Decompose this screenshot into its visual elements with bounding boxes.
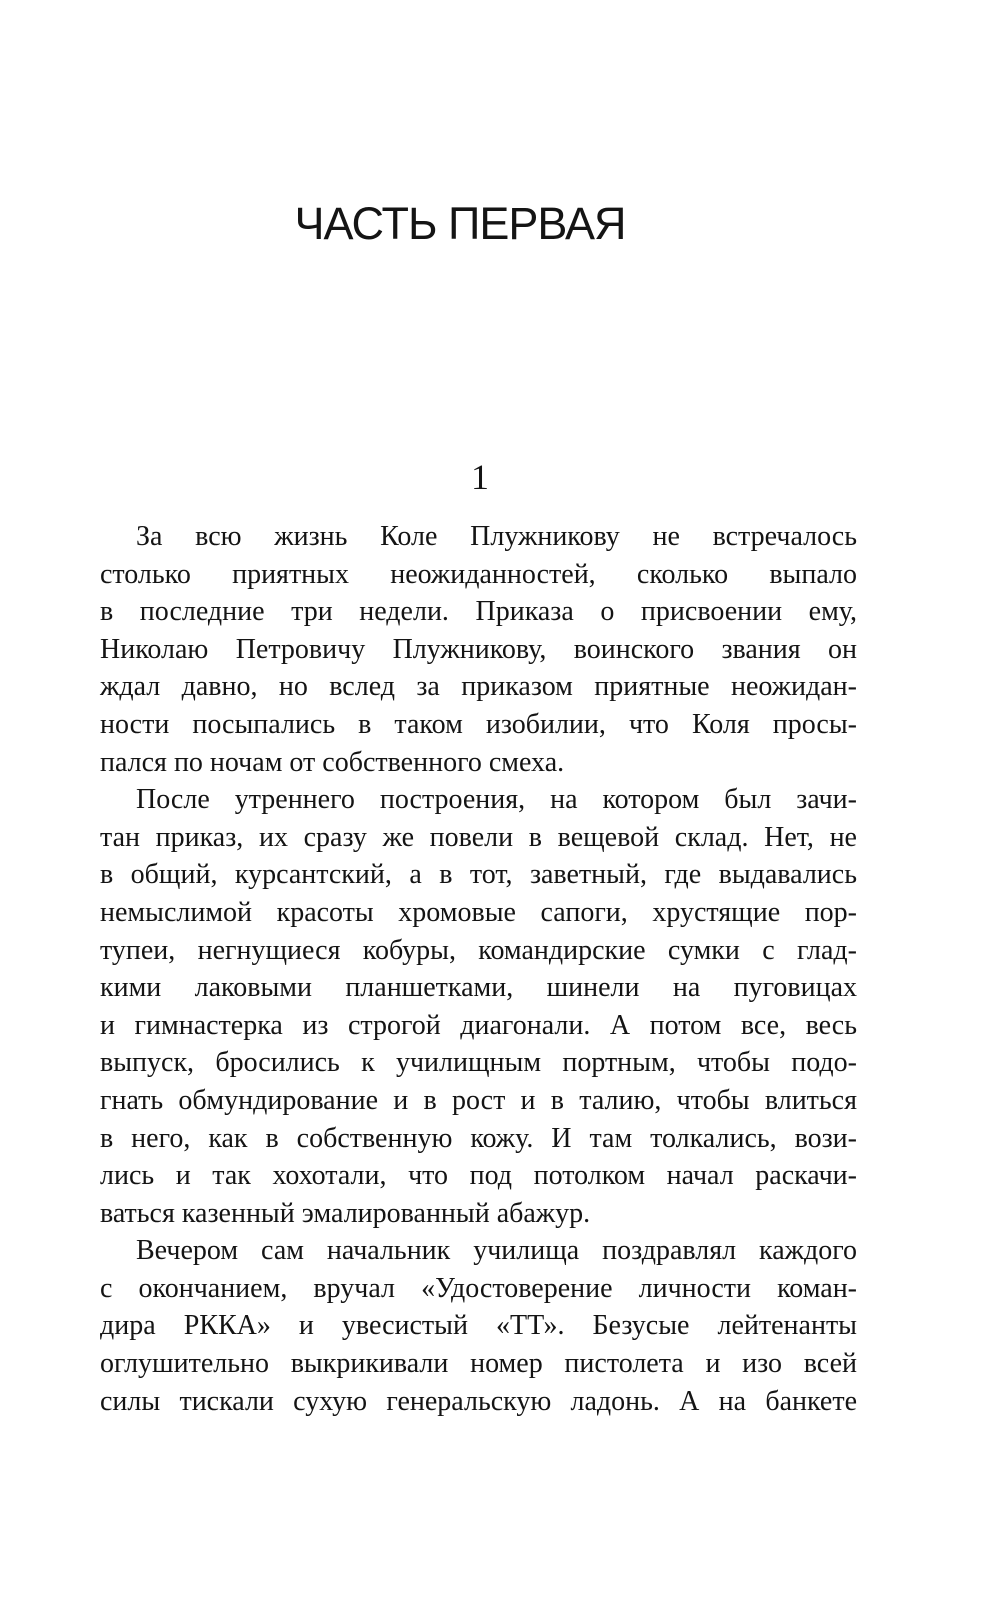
text-line: и гимнастерка из строгой диагонали. А потом все, весь — [100, 1009, 857, 1041]
text-line: гнать обмундирование и в рост и в талию, чтобы влиться — [100, 1084, 857, 1116]
text-line: в последние три недели. Приказа о присвоении ему, — [100, 596, 857, 628]
text-line: дира РККА» и увесистый «ТТ». Безусые лейтенанты — [100, 1310, 857, 1342]
text-line: Вечером сам начальник училища поздравлял каждого — [136, 1235, 857, 1267]
text-line: Николаю Петровичу Плужникову, воинского звания он — [100, 633, 857, 665]
text-line: ждал давно, но вслед за приказом приятные неожидан- — [100, 671, 857, 703]
text-line: После утреннего построения, на котором был зачи- — [136, 784, 857, 816]
part-title: ЧАСТЬ ПЕРВАЯ — [294, 198, 626, 249]
chapter-number: 1 — [471, 457, 489, 497]
text-line: столько приятных неожиданностей, сколько выпало — [100, 558, 857, 590]
text-line: тупеи, негнущиеся кобуры, командирские сумки с глад- — [100, 934, 857, 966]
chapter-body — [100, 518, 857, 1420]
text-line: За всю жизнь Коле Плужникову не встречалось — [136, 521, 857, 552]
text-line: кими лаковыми планшетками, шинели на пуговицах — [100, 972, 857, 1004]
text-line: немыслимой красоты хромовые сапоги, хрустящие пор- — [100, 896, 857, 928]
text-line: с окончанием, вручал «Удостоверение личности коман- — [100, 1272, 857, 1304]
text-line: силы тискали сухую генеральскую ладонь. А на банкете — [100, 1385, 857, 1417]
text-line: в него, как в собственную кожу. И там толкались, вози- — [100, 1122, 857, 1154]
text-line: тан приказ, их сразу же повели в вещевой склад. Нет, не — [100, 821, 857, 853]
paragraph — [100, 518, 857, 781]
text-line: в общий, курсантский, а в тот, заветный, где выдавались — [100, 859, 857, 891]
text-line: ности посыпались в таком изобилии, что Коля просы- — [100, 708, 857, 740]
text-line: выпуск, бросились к училищным портным, чтобы подо- — [100, 1047, 857, 1079]
paragraph — [100, 1232, 857, 1420]
text-line: лись и так хохотали, что под потолком начал раскачи- — [100, 1160, 857, 1192]
paragraph — [100, 781, 857, 1232]
text-line: оглушительно выкрикивали номер пистолета и изо всей — [100, 1348, 857, 1380]
text-line: ваться казенный эмалированный абажур. — [100, 1197, 591, 1229]
text-line: пался по ночам от собственного смеха. — [100, 746, 565, 778]
